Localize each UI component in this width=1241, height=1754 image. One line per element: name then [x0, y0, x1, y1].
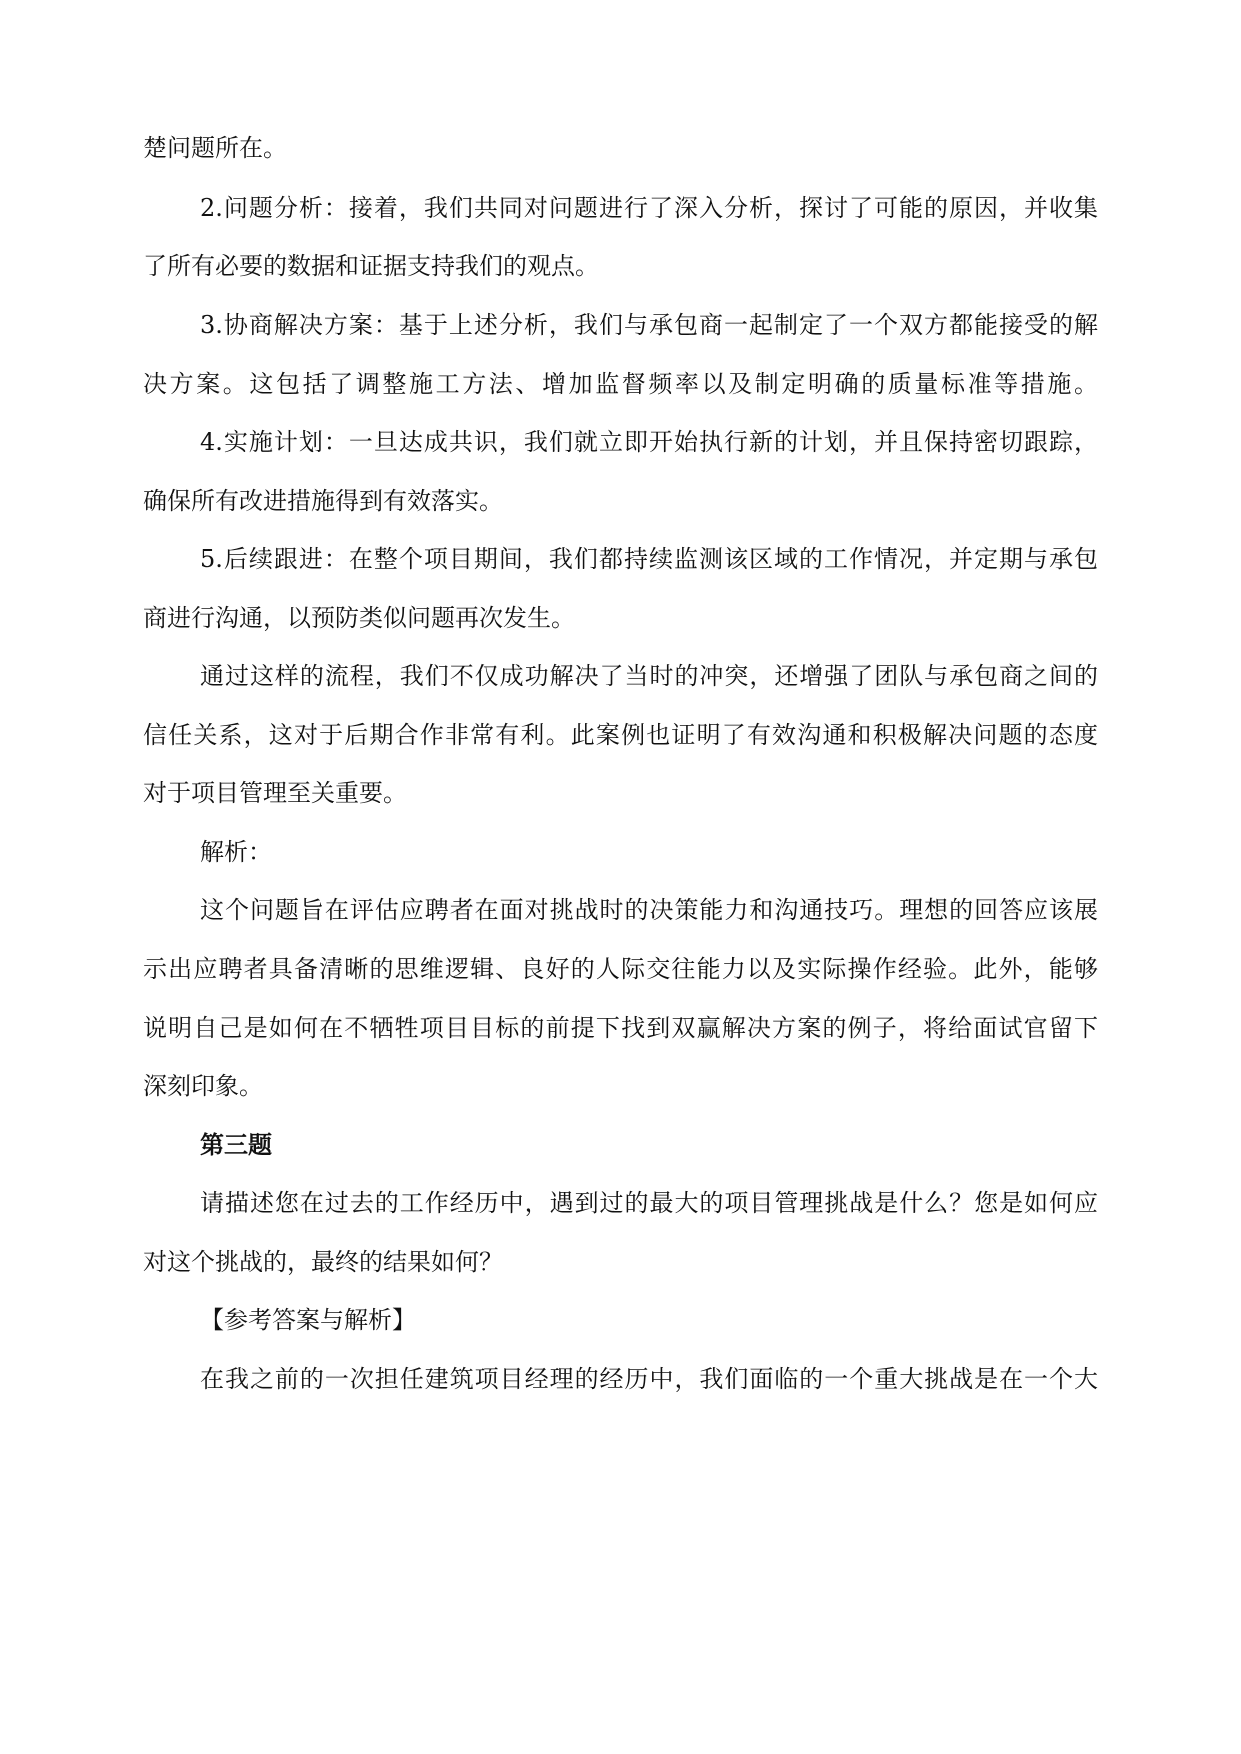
question-heading: 第三题 — [200, 1131, 272, 1159]
question-line: 对这个挑战的，最终的结果如何？ — [143, 1248, 503, 1276]
answer-line: 在我之前的一次担任建筑项目经理的经历中，我们面临的一个重大挑战是在一个大 — [200, 1365, 1098, 1393]
step-2-line: 2.问题分析：接着，我们共同对问题进行了深入分析，探讨了可能的原因，并收集 — [200, 194, 1098, 222]
step-3-line: 决方案。这包括了调整施工方法、增加监督频率以及制定明确的质量标准等措施。 — [143, 370, 1098, 398]
summary-line: 通过这样的流程，我们不仅成功解决了当时的冲突，还增强了团队与承包商之间的 — [200, 662, 1098, 690]
summary-line: 信任关系，这对于后期合作非常有利。此案例也证明了有效沟通和积极解决问题的态度 — [143, 721, 1098, 749]
summary-line: 对于项目管理至关重要。 — [143, 779, 407, 807]
analysis-line: 说明自己是如何在不牺牲项目目标的前提下找到双赢解决方案的例子，将给面试官留下 — [143, 1014, 1098, 1042]
step-2-line: 了所有必要的数据和证据支持我们的观点。 — [143, 252, 599, 280]
step-5-line: 5.后续跟进：在整个项目期间，我们都持续监测该区域的工作情况，并定期与承包 — [200, 545, 1098, 573]
step-4-line: 确保所有改进措施得到有效落实。 — [143, 487, 503, 515]
analysis-label: 解析： — [200, 838, 272, 866]
analysis-line: 示出应聘者具备清晰的思维逻辑、良好的人际交往能力以及实际操作经验。此外，能够 — [143, 955, 1098, 983]
paragraph-line: 楚问题所在。 — [143, 134, 287, 162]
analysis-line: 这个问题旨在评估应聘者在面对挑战时的决策能力和沟通技巧。理想的回答应该展 — [200, 896, 1098, 924]
step-5-line: 商进行沟通，以预防类似问题再次发生。 — [143, 604, 575, 632]
analysis-line: 深刻印象。 — [143, 1072, 263, 1100]
reference-answer-label: 【参考答案与解析】 — [200, 1306, 416, 1334]
step-3-line: 3.协商解决方案：基于上述分析，我们与承包商一起制定了一个双方都能接受的解 — [200, 311, 1098, 339]
step-4-line: 4.实施计划：一旦达成共识，我们就立即开始执行新的计划，并且保持密切跟踪， — [200, 428, 1098, 456]
question-line: 请描述您在过去的工作经历中，遇到过的最大的项目管理挑战是什么？您是如何应 — [200, 1189, 1098, 1217]
